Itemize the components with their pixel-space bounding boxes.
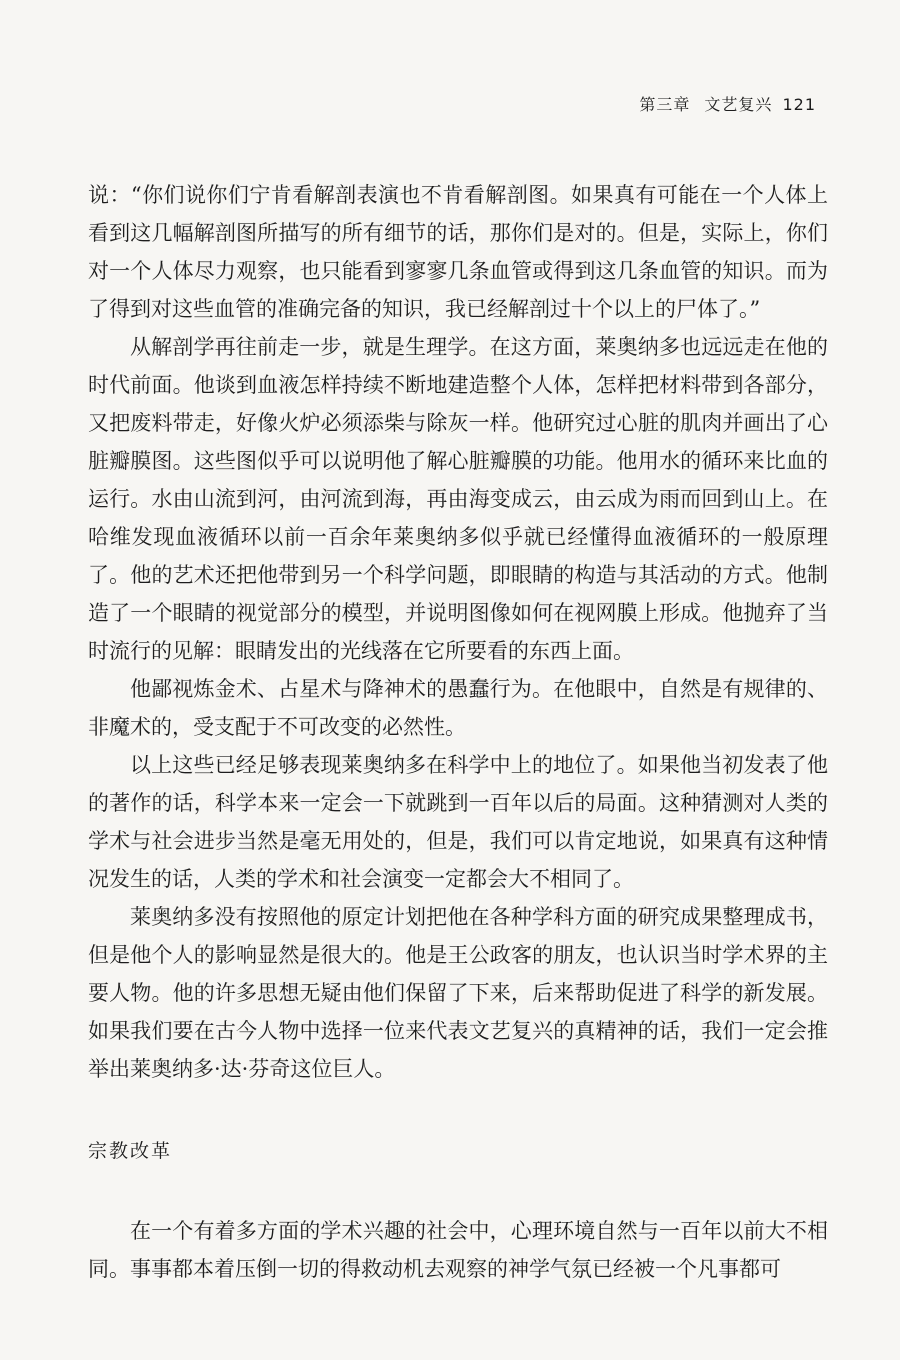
paragraph-alchemy: 他鄙视炼金术、占星术与降神术的愚蠢行为。在他眼中，自然是有规律的、非魔术的，受支配于不可改变的必然性。 bbox=[88, 677, 828, 739]
section-text bbox=[88, 1212, 828, 1288]
section-heading: 宗教改革 bbox=[88, 1140, 173, 1162]
main-text bbox=[88, 176, 828, 1088]
paragraph-science-status: 以上这些已经足够表现莱奥纳多在科学中上的地位了。如果他当初发表了他的著作的话，科学本来一定会一下就跳到一百年以后的局面。这种猜测对人类的学术与社会进步当然是毫无用处的，但是，我们可以肯定地说，如果真有这种情况发生的话，人类的学术和社会演变一定都会大不相同了。 bbox=[88, 753, 828, 891]
page-number: 121 bbox=[782, 95, 816, 114]
chapter-label: 第三章 bbox=[639, 95, 691, 114]
paragraph-quote-continuation: 说：“你们说你们宁肯看解剖表演也不肯看解剖图。如果真有可能在一个人体上看到这几幅解剖图所描写的所有细节的话，那你们是对的。但是，实际上，你们对一个人体尽力观察，也只能看到寥寥几条血管或得到这几条血管的知识。而为了得到对这些血管的准确完备的知识，我已经解剖过十个以上的尸体了。” bbox=[88, 183, 828, 321]
paragraph-physiology: 从解剖学再往前走一步，就是生理学。在这方面，莱奥纳多也远远走在他的时代前面。他谈到血液怎样持续不断地建造整个人体，怎样把材料带到各部分，又把废料带走，好像火炉必须添柴与除灰一样。他研究过心脏的肌肉并画出了心脏瓣膜图。这些图似乎可以说明他了解心脏瓣膜的功能。他用水的循环来比血的运行。水由山流到河，由河流到海，再由海变成云，由云成为雨而回到山上。在哈维发现血液循环以前一百余年莱奥纳多似乎就已经懂得血液循环的一般原理了。他的艺术还把他带到另一个科学问题，即眼睛的构造与其活动的方式。他制造了一个眼睛的视觉部分的模型，并说明图像如何在视网膜上形成。他抛弃了当时流行的见解：眼睛发出的光线落在它所要看的东西上面。 bbox=[88, 335, 828, 663]
paragraph-reformation-intro: 在一个有着多方面的学术兴趣的社会中，心理环境自然与一百年以前大不相同。事事都本着压倒一切的得救动机去观察的神学气氛已经被一个凡事都可 bbox=[88, 1219, 828, 1281]
paragraph-influence: 莱奥纳多没有按照他的原定计划把他在各种学科方面的研究成果整理成书，但是他个人的影响显然是很大的。他是王公政客的朋友，也认识当时学术界的主要人物。他的许多思想无疑由他们保留了下来，后来帮助促进了科学的新发展。如果我们要在古今人物中选择一位来代表文艺复兴的真精神的话，我们一定会推举出莱奥纳多·达·芬奇这位巨人。 bbox=[88, 905, 828, 1081]
running-head bbox=[639, 92, 816, 115]
chapter-title: 文艺复兴 bbox=[704, 95, 773, 114]
